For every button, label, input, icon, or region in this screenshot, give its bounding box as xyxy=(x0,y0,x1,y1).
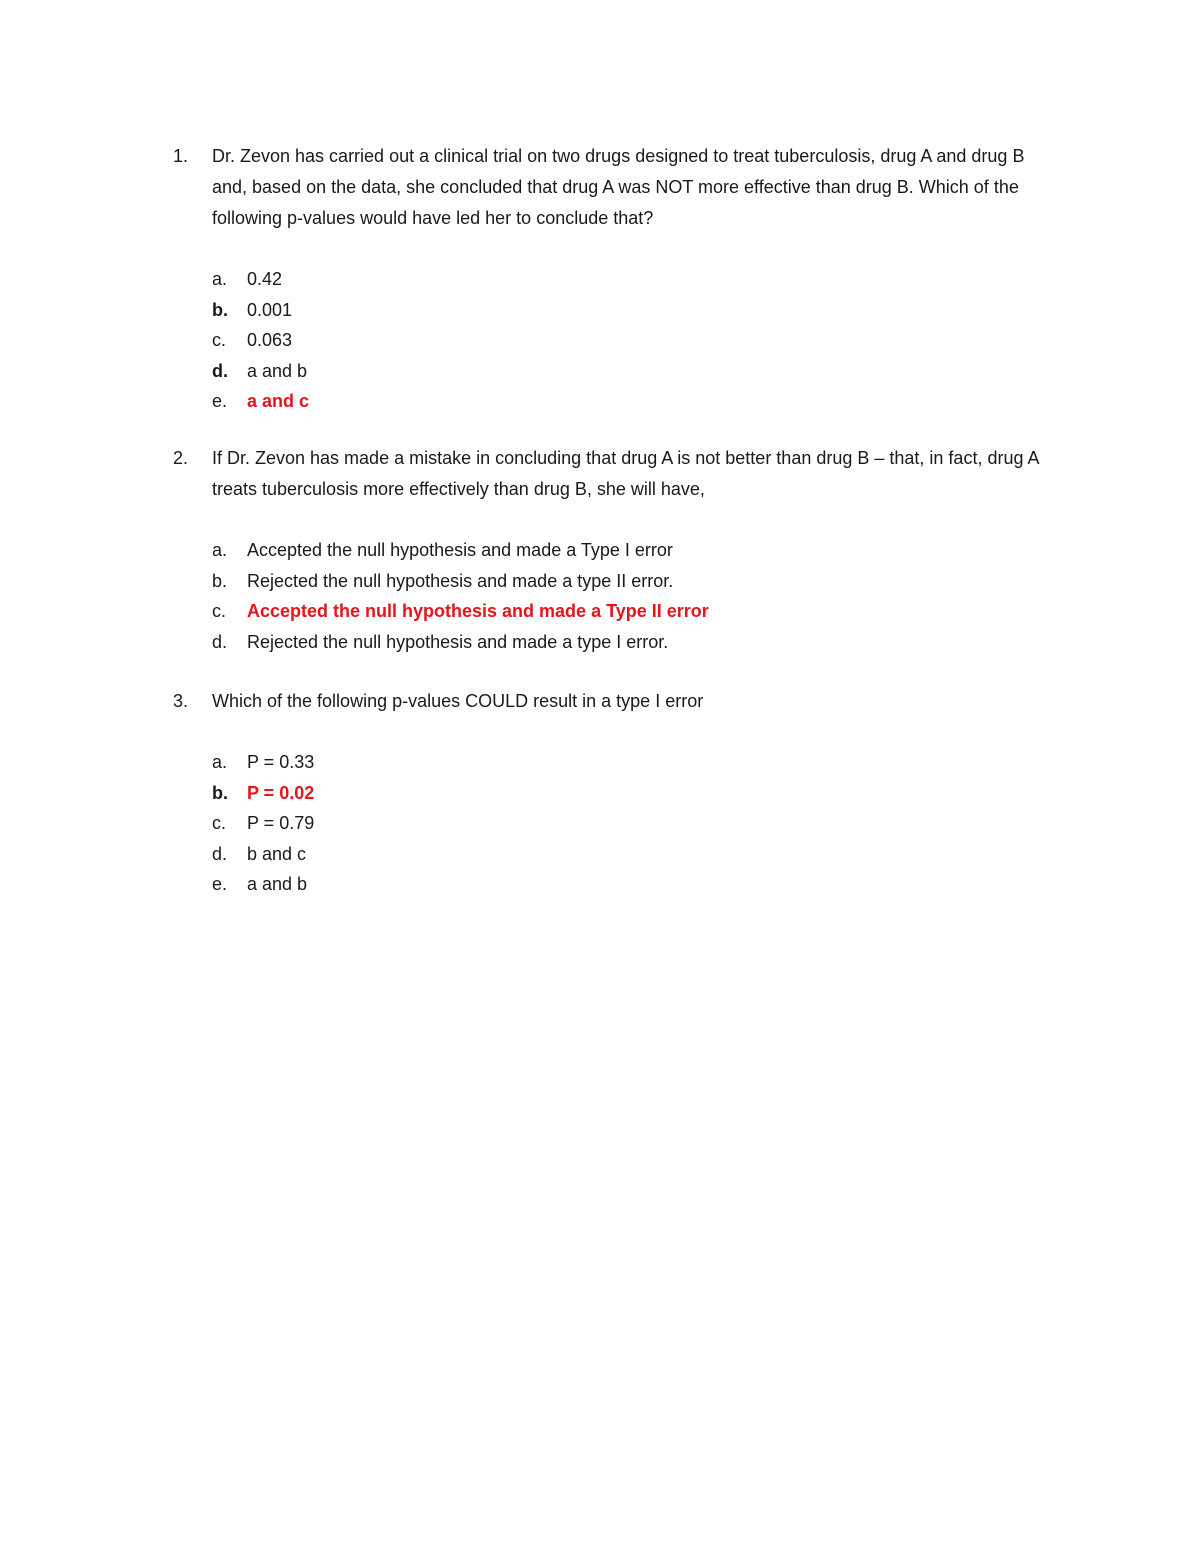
option-text: 0.063 xyxy=(247,330,293,350)
option-letter: c. xyxy=(212,330,227,350)
option-letter: a. xyxy=(212,540,228,560)
question-2 xyxy=(173,443,1053,657)
option-text: P = 0.79 xyxy=(247,813,315,833)
option-letter: c. xyxy=(212,813,227,833)
option-letter: d. xyxy=(212,843,228,864)
option-letter: d. xyxy=(212,631,228,652)
correct-answer-text: Accepted the null hypothesis and made a Type II error xyxy=(247,601,709,621)
question-1 xyxy=(173,141,1053,417)
option-c-correct xyxy=(212,596,1053,627)
option-b xyxy=(212,566,1053,597)
option-letter: b. xyxy=(212,782,228,803)
question-stem xyxy=(173,443,1053,505)
option-text: P = 0.33 xyxy=(247,752,315,772)
option-letter: b. xyxy=(212,299,228,320)
option-letter: b. xyxy=(212,570,228,591)
option-letter: e. xyxy=(212,391,228,411)
correct-answer-text: a and c xyxy=(247,391,310,411)
question-3 xyxy=(173,686,1053,900)
question-stem xyxy=(173,141,1053,234)
option-a xyxy=(212,535,1053,566)
question-text: Dr. Zevon has carried out a clinical trial on two drugs designed to treat tuberculosis, drug A and drug B and, based on the data, she concluded that drug A was NOT more effective than drug B. Which of the following p-values would have led her to conclude that? xyxy=(212,146,1025,228)
option-letter: c. xyxy=(212,601,227,621)
question-text: If Dr. Zevon has made a mistake in concluding that drug A is not better than drug B – that, in fact, drug A treats tuberculosis more effectively than drug B, she will have, xyxy=(212,448,1039,499)
question-number: 3. xyxy=(173,691,189,711)
option-letter: d. xyxy=(212,360,228,381)
correct-answer-text: P = 0.02 xyxy=(247,782,315,803)
option-text: a and b xyxy=(247,874,308,894)
option-letter: e. xyxy=(212,874,228,894)
question-number: 2. xyxy=(173,448,189,468)
option-text: 0.42 xyxy=(247,269,283,289)
question-stem xyxy=(173,686,1053,717)
option-text: Rejected the null hypothesis and made a type II error. xyxy=(247,570,674,591)
option-d xyxy=(212,839,1053,870)
options-list xyxy=(173,535,1053,657)
option-text: Accepted the null hypothesis and made a Type I error xyxy=(247,540,673,560)
option-e-correct xyxy=(212,386,1053,417)
option-text: 0.001 xyxy=(247,299,293,320)
options-list xyxy=(173,264,1053,417)
option-a xyxy=(212,264,1053,295)
option-b xyxy=(212,295,1053,326)
option-text: Rejected the null hypothesis and made a type I error. xyxy=(247,631,669,652)
question-number: 1. xyxy=(173,146,189,166)
option-letter: a. xyxy=(212,269,228,289)
option-letter: a. xyxy=(212,752,228,772)
option-text: a and b xyxy=(247,360,308,381)
option-text: b and c xyxy=(247,843,307,864)
option-c xyxy=(212,325,1053,356)
options-list xyxy=(173,747,1053,900)
option-d xyxy=(212,627,1053,658)
option-b-correct xyxy=(212,778,1053,809)
option-d xyxy=(212,356,1053,387)
option-a xyxy=(212,747,1053,778)
question-text: Which of the following p-values COULD result in a type I error xyxy=(212,691,704,711)
option-e xyxy=(212,869,1053,900)
option-c xyxy=(212,808,1053,839)
